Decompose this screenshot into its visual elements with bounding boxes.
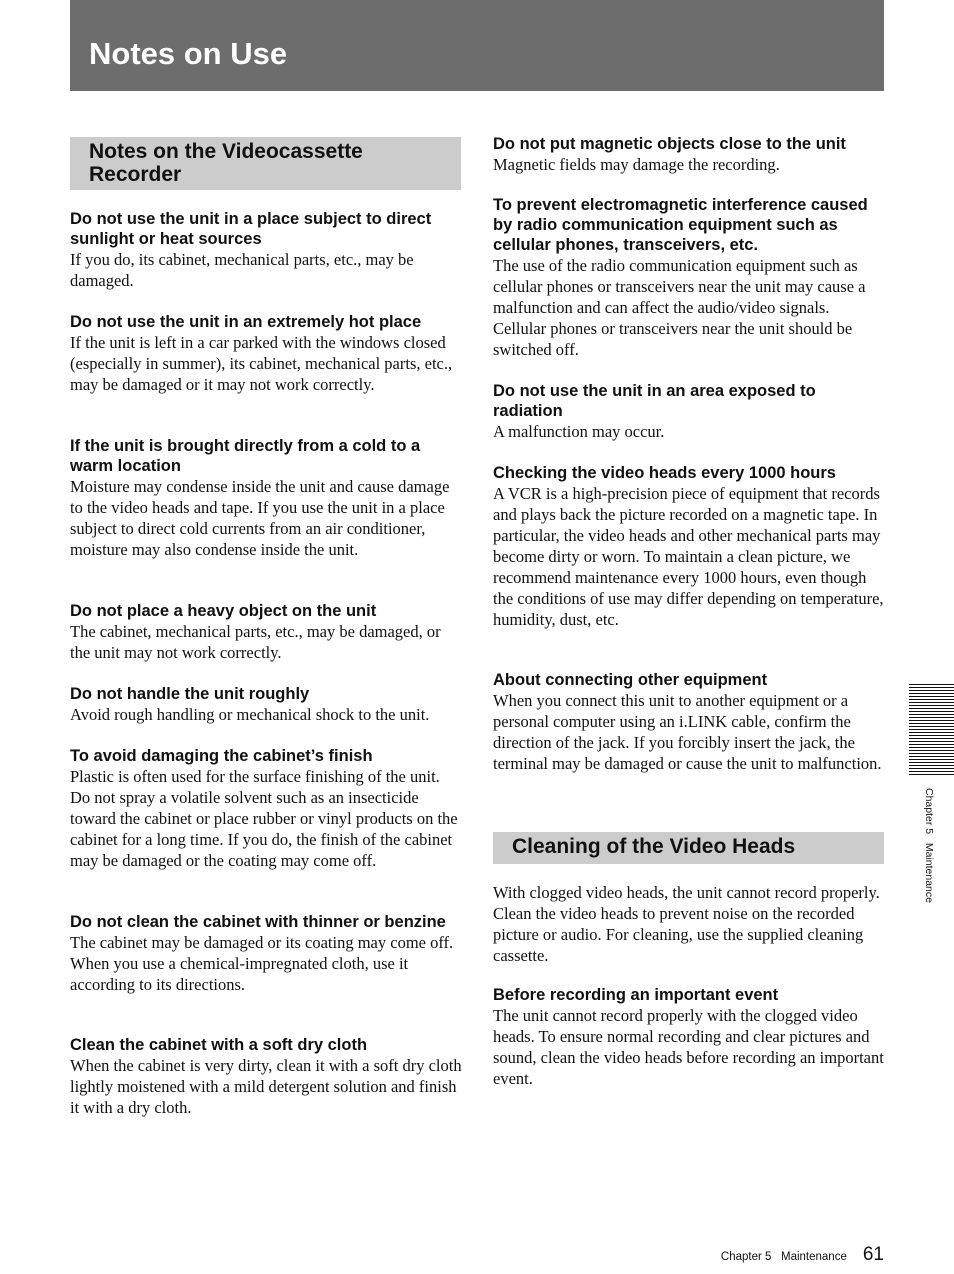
note-item <box>70 1035 462 1118</box>
note-body: If the unit is left in a car parked with the windows closed (especially in summer), its cabinet, mechanical parts, etc., may be damaged or it may not work correctly. <box>70 333 453 394</box>
section-heading-cleaning-video-heads <box>493 832 884 864</box>
note-item <box>493 134 885 175</box>
note-body: When you connect this unit to another equipment or a personal computer using an i.LINK cable, confirm the direction of the jack. If you forcibly insert the jack, the terminal may be damaged or cause the unit to malfunction. <box>493 691 882 773</box>
note-heading: To prevent electromagnetic interference caused by radio communication equipment such as cellular phones, transceivers, etc. <box>493 196 868 254</box>
note-body: Moisture may condense inside the unit and cause damage to the video heads and tape. If you use the unit in a place subject to direct cold currents from an air conditioner, moisture may also condense inside the unit. <box>70 477 450 559</box>
note-heading: Do not clean the cabinet with thinner or benzine <box>70 913 446 931</box>
note-item <box>493 195 885 360</box>
note-item <box>70 746 462 871</box>
section-heading-line-1: Notes on the Videocassette <box>89 140 363 163</box>
note-item <box>493 381 885 442</box>
note-item <box>493 670 885 774</box>
side-chapter-label-text: Chapter 5 Maintenance <box>923 788 935 903</box>
note-body: The cabinet may be damaged or its coating may come off. When you use a chemical-impregnated cloth, use it according to its directions. <box>70 933 454 994</box>
page-title-banner <box>70 0 884 91</box>
note-item <box>70 436 462 560</box>
note-item <box>70 209 462 291</box>
cleaning-intro: With clogged video heads, the unit cannot record properly. Clean the video heads to prevent noise on the recorded picture or audio. For cleaning, use the supplied cleaning cassette. <box>493 883 880 965</box>
note-heading: Do not use the unit in a place subject to direct sunlight or heat sources <box>70 210 432 248</box>
note-body: The unit cannot record properly with the clogged video heads. To ensure normal recording and clear pictures and sound, clean the video heads before recording an important event. <box>493 1006 884 1088</box>
section-heading-line-1: Cleaning of the Video Heads <box>512 835 796 858</box>
note-body: A malfunction may occur. <box>493 422 665 441</box>
page-footer <box>712 1226 884 1266</box>
note-item <box>493 463 885 630</box>
note-heading: To avoid damaging the cabinet’s finish <box>70 747 373 765</box>
note-heading: Before recording an important event <box>493 986 779 1004</box>
note-item <box>70 312 462 395</box>
note-heading: If the unit is brought directly from a cold to a warm location <box>70 437 421 475</box>
page-title: Notes on Use <box>89 36 288 71</box>
note-item <box>70 601 462 663</box>
note-heading: Do not place a heavy object on the unit <box>70 602 377 620</box>
chapter-thumb-tab <box>909 684 954 776</box>
note-body: Avoid rough handling or mechanical shock to the unit. <box>70 705 430 724</box>
note-body: When the cabinet is very dirty, clean it with a soft dry cloth lightly moistened with a mild detergent solution and finish it with a dry cloth. <box>70 1056 462 1117</box>
note-heading: Checking the video heads every 1000 hours <box>493 464 836 482</box>
note-heading: Do not handle the unit roughly <box>70 685 310 703</box>
section-heading-line-2: Recorder <box>89 163 182 186</box>
note-heading: Do not use the unit in an area exposed to radiation <box>493 382 816 420</box>
note-body: The use of the radio communication equipment such as cellular phones or transceivers near the unit may cause a malfunction and can affect the audio/video signals. Cellular phones or transceivers near the unit should be switched off. <box>493 256 866 359</box>
note-body: A VCR is a high-precision piece of equipment that records and plays back the picture recorded on a magnetic tape. In particular, the video heads and other mechanical parts may become dirty or worn. To maintain a clean picture, we recommend maintenance every 1000 hours, even though the conditions of use may differ depending on temperature, humidity, dust, etc. <box>493 484 884 629</box>
side-chapter-label <box>922 788 936 928</box>
note-item <box>70 912 462 995</box>
footer-chapter: Chapter 5 Maintenance <box>720 1251 847 1263</box>
note-heading: Clean the cabinet with a soft dry cloth <box>70 1036 368 1054</box>
page-number: 61 <box>862 1244 884 1265</box>
note-item <box>493 985 885 1089</box>
note-heading: Do not put magnetic objects close to the unit <box>493 135 846 153</box>
note-body: Magnetic fields may damage the recording. <box>493 155 780 174</box>
section-heading-videocassette-recorder <box>70 137 461 190</box>
note-heading: Do not use the unit in an extremely hot place <box>70 313 422 331</box>
note-body: Plastic is often used for the surface finishing of the unit. Do not spray a volatile solvent such as an insecticide toward the cabinet or place rubber or vinyl products on the cabinet for a long time. If you do, the finish of the cabinet may be damaged or the coating may come off. <box>70 767 458 870</box>
note-body: The cabinet, mechanical parts, etc., may be damaged, or the unit may not work correctly. <box>70 622 441 662</box>
note-body: If you do, its cabinet, mechanical parts, etc., may be damaged. <box>70 250 414 290</box>
note-item <box>70 684 462 725</box>
note-heading: About connecting other equipment <box>493 671 768 689</box>
